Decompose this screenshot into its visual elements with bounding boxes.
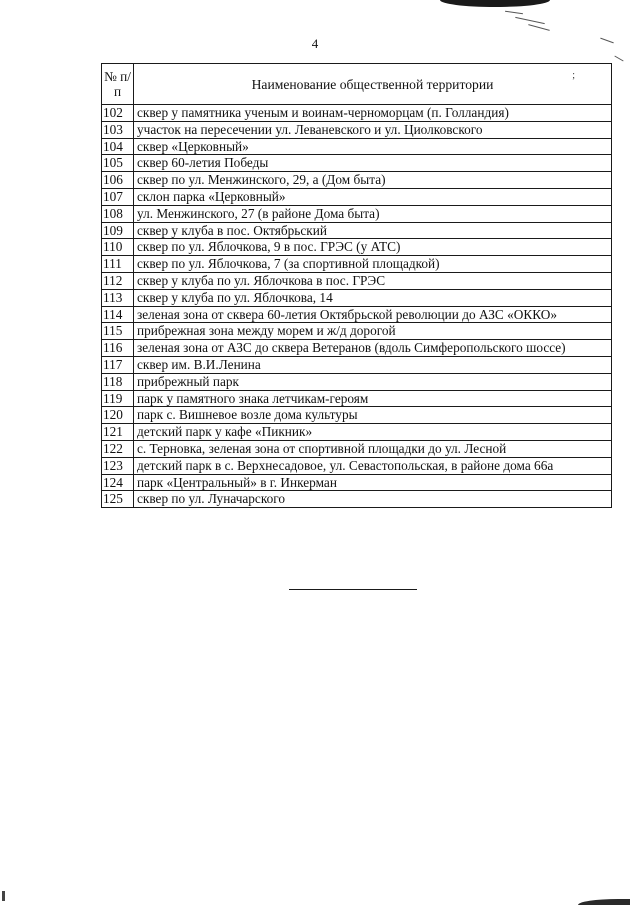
row-number: 115 (102, 323, 134, 340)
row-number: 122 (102, 440, 134, 457)
row-territory-name: зеленая зона от АЗС до сквера Ветеранов (вдоль Симферопольского шоссе) (134, 340, 612, 357)
row-territory-name: сквер им. В.И.Ленина (134, 356, 612, 373)
row-territory-name: сквер по ул. Менжинского, 29, а (Дом быта) (134, 172, 612, 189)
row-number: 118 (102, 373, 134, 390)
row-territory-name: сквер по ул. Яблочкова, 9 в пос. ГРЭС (у АТС) (134, 239, 612, 256)
scan-artifact-bottom (578, 899, 630, 905)
table-header-row (102, 64, 612, 105)
row-territory-name: сквер «Церковный» (134, 138, 612, 155)
row-territory-name: парк «Центральный» в г. Инкерман (134, 474, 612, 491)
row-territory-name: ул. Менжинского, 27 (в районе Дома быта) (134, 205, 612, 222)
row-number: 119 (102, 390, 134, 407)
header-number: № п/п (102, 64, 134, 105)
closing-rule (289, 589, 417, 590)
page-number: 4 (311, 36, 319, 51)
table-row (102, 239, 612, 256)
header-name-cell (134, 64, 612, 105)
row-territory-name: сквер по ул. Луначарского (134, 491, 612, 508)
scan-streak (505, 11, 523, 14)
row-number: 105 (102, 155, 134, 172)
scan-streak (528, 24, 550, 31)
table-row (102, 289, 612, 306)
scan-artifact-top (440, 0, 550, 7)
row-territory-name: прибрежный парк (134, 373, 612, 390)
table-row (102, 222, 612, 239)
table-row (102, 491, 612, 508)
header-name: Наименование общественной территории (251, 76, 494, 92)
row-number: 109 (102, 222, 134, 239)
table-row (102, 172, 612, 189)
row-number: 104 (102, 138, 134, 155)
row-territory-name: детский парк в с. Верхнесадовое, ул. Севастопольская, в районе дома 66а (134, 457, 612, 474)
row-territory-name: сквер у клуба в пос. Октябрьский (134, 222, 612, 239)
row-territory-name: парк с. Вишневое возле дома культуры (134, 407, 612, 424)
row-number: 114 (102, 306, 134, 323)
row-territory-name: сквер у памятника ученым и воинам-черноморцам (п. Голландия) (134, 105, 612, 122)
table-row (102, 440, 612, 457)
row-number: 103 (102, 121, 134, 138)
row-number: 112 (102, 272, 134, 289)
row-number: 124 (102, 474, 134, 491)
table-row (102, 340, 612, 357)
table-row (102, 373, 612, 390)
row-number: 106 (102, 172, 134, 189)
table-row (102, 272, 612, 289)
row-territory-name: детский парк у кафе «Пикник» (134, 424, 612, 441)
table-row (102, 121, 612, 138)
row-number: 123 (102, 457, 134, 474)
table-row (102, 155, 612, 172)
row-territory-name: склон парка «Церковный» (134, 188, 612, 205)
row-territory-name: прибрежная зона между морем и ж/д дорогой (134, 323, 612, 340)
row-number: 121 (102, 424, 134, 441)
table-row (102, 323, 612, 340)
table-row (102, 105, 612, 122)
row-territory-name: сквер у клуба по ул. Яблочкова в пос. ГРЭС (134, 272, 612, 289)
row-number: 117 (102, 356, 134, 373)
row-territory-name: сквер по ул. Яблочкова, 7 (за спортивной площадкой) (134, 256, 612, 273)
table-row (102, 457, 612, 474)
row-territory-name: сквер 60-летия Победы (134, 155, 612, 172)
table-row (102, 390, 612, 407)
table-row (102, 205, 612, 222)
table-row (102, 256, 612, 273)
row-number: 110 (102, 239, 134, 256)
territory-table (101, 63, 612, 508)
row-territory-name: зеленая зона от сквера 60-летия Октябрьской революции до АЗС «ОККО» (134, 306, 612, 323)
table-row (102, 306, 612, 323)
header-mark: ; (572, 70, 575, 81)
row-number: 113 (102, 289, 134, 306)
table-row (102, 138, 612, 155)
row-number: 120 (102, 407, 134, 424)
row-territory-name: парк у памятного знака летчикам-героям (134, 390, 612, 407)
row-territory-name: с. Терновка, зеленая зона от спортивной площадки до ул. Лесной (134, 440, 612, 457)
row-number: 108 (102, 205, 134, 222)
row-number: 125 (102, 491, 134, 508)
table-row (102, 188, 612, 205)
row-number: 107 (102, 188, 134, 205)
row-territory-name: сквер у клуба по ул. Яблочкова, 14 (134, 289, 612, 306)
row-number: 116 (102, 340, 134, 357)
scan-artifact-left (2, 891, 5, 901)
table-row (102, 407, 612, 424)
row-number: 111 (102, 256, 134, 273)
territory-table-container (101, 63, 611, 508)
scan-streak (515, 17, 545, 24)
row-number: 102 (102, 105, 134, 122)
table-body (102, 105, 612, 508)
table-row (102, 356, 612, 373)
scan-streak (614, 56, 623, 62)
row-territory-name: участок на пересечении ул. Леваневского и ул. Циолковского (134, 121, 612, 138)
table-row (102, 424, 612, 441)
table-row (102, 474, 612, 491)
